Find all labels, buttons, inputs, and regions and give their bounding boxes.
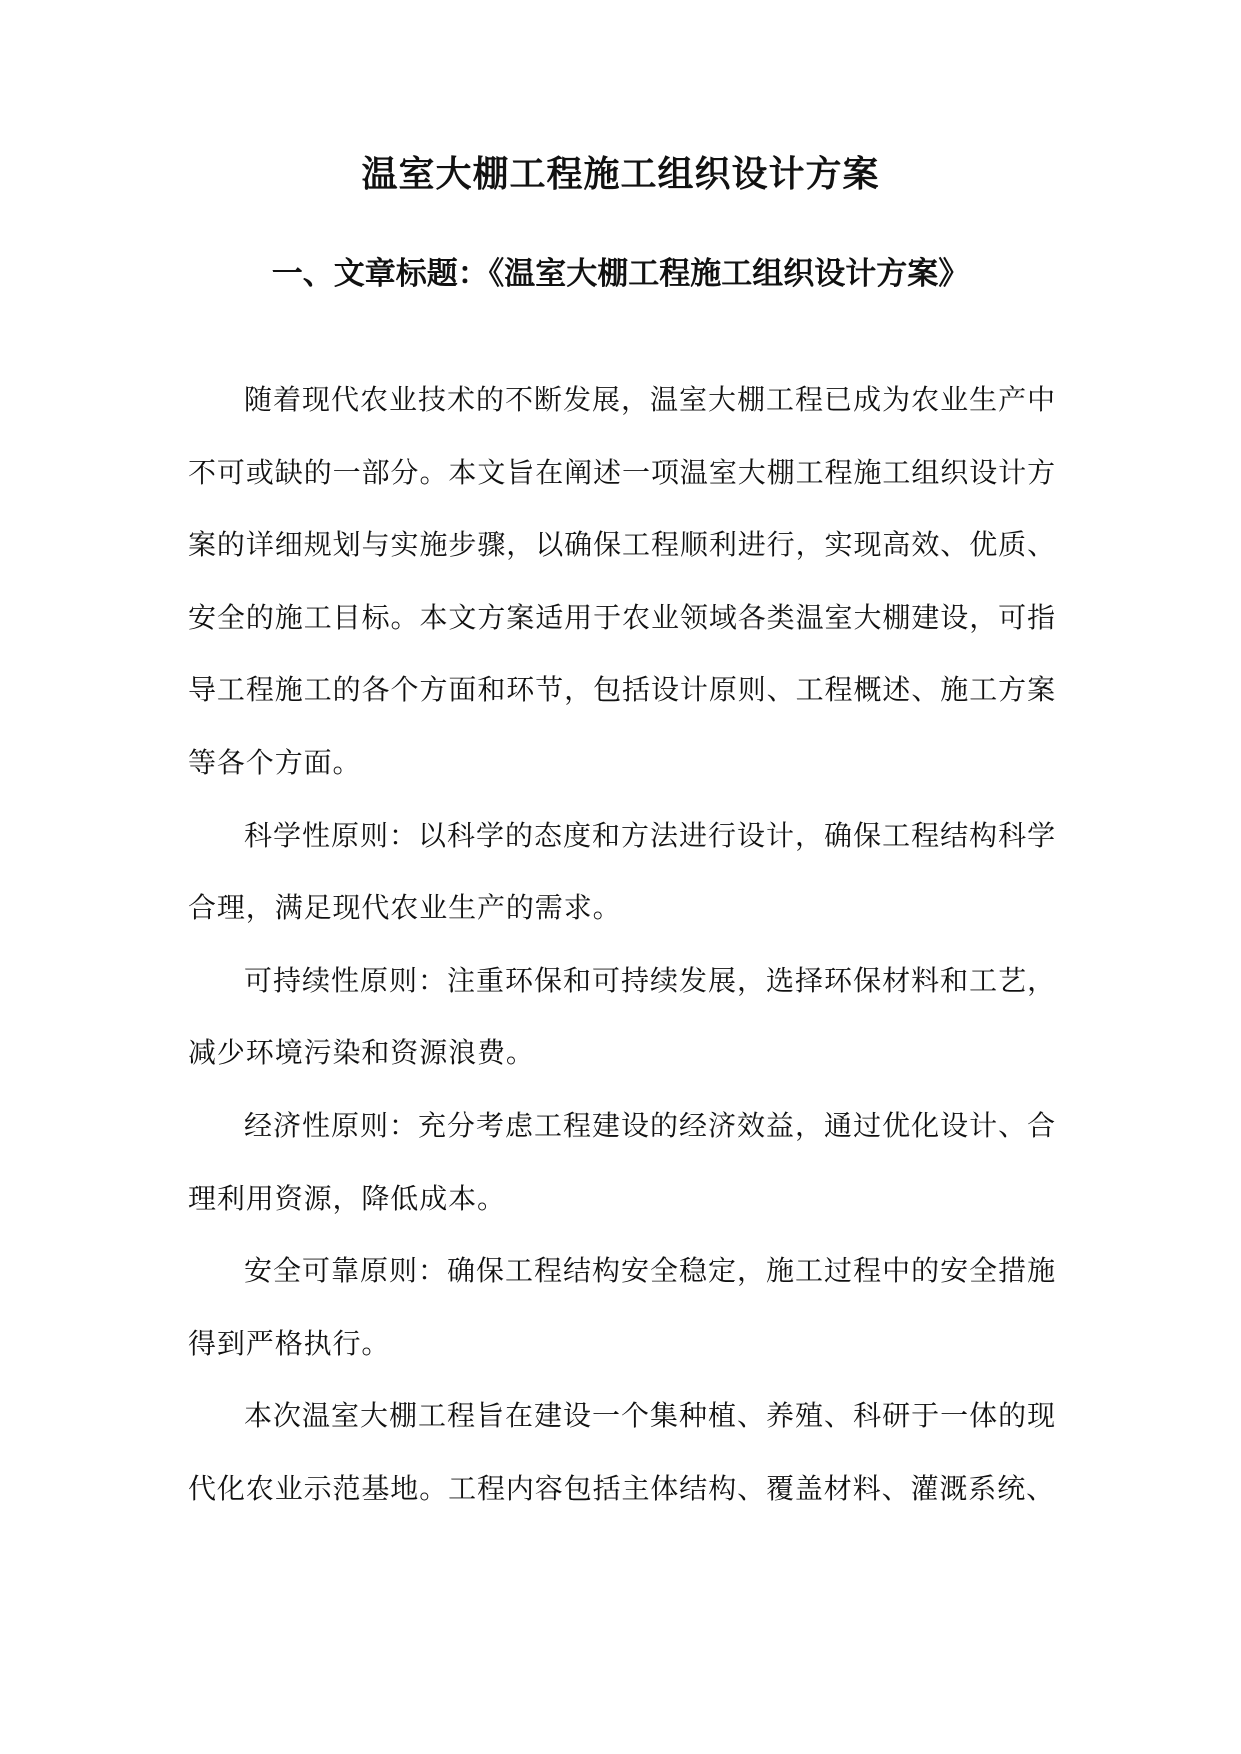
- paragraph-sustainability-principle: 可持续性原则：注重环保和可持续发展，选择环保材料和工艺，减少环境污染和资源浪费。: [188, 963, 1056, 1070]
- paragraph-economy-principle: 经济性原则：充分考虑工程建设的经济效益，通过优化设计、合理利用资源，降低成本。: [188, 1108, 1056, 1215]
- body-text: [188, 364, 1056, 1526]
- paragraph-project-overview: 本次温室大棚工程旨在建设一个集种植、养殖、科研于一体的现代化农业示范基地。工程内容包括主体结构、覆盖材料、灌溉系统、: [188, 1399, 1056, 1505]
- paragraph-scientific-principle: 科学性原则：以科学的态度和方法进行设计，确保工程结构科学合理，满足现代农业生产的需求。: [188, 818, 1056, 925]
- paragraph-safety-principle: 安全可靠原则：确保工程结构安全稳定，施工过程中的安全措施得到严格执行。: [188, 1254, 1056, 1360]
- section-heading: 一、文章标题：《温室大棚工程施工组织设计方案》: [271, 256, 970, 292]
- paragraph-intro: 随着现代农业技术的不断发展，温室大棚工程已成为农业生产中不可或缺的一部分。本文旨在阐述一项温室大棚工程施工组织设计方案的详细规划与实施步骤，以确保工程顺利进行，实现高效、优质、安全的施工目标。本文方案适用于农业领域各类温室大棚建设，可指导工程施工的各个方面和环节，包括设计原则、工程概述、施工方案等各个方面。: [188, 383, 1056, 779]
- document-title: 温室大棚工程施工组织设计方案: [361, 153, 880, 195]
